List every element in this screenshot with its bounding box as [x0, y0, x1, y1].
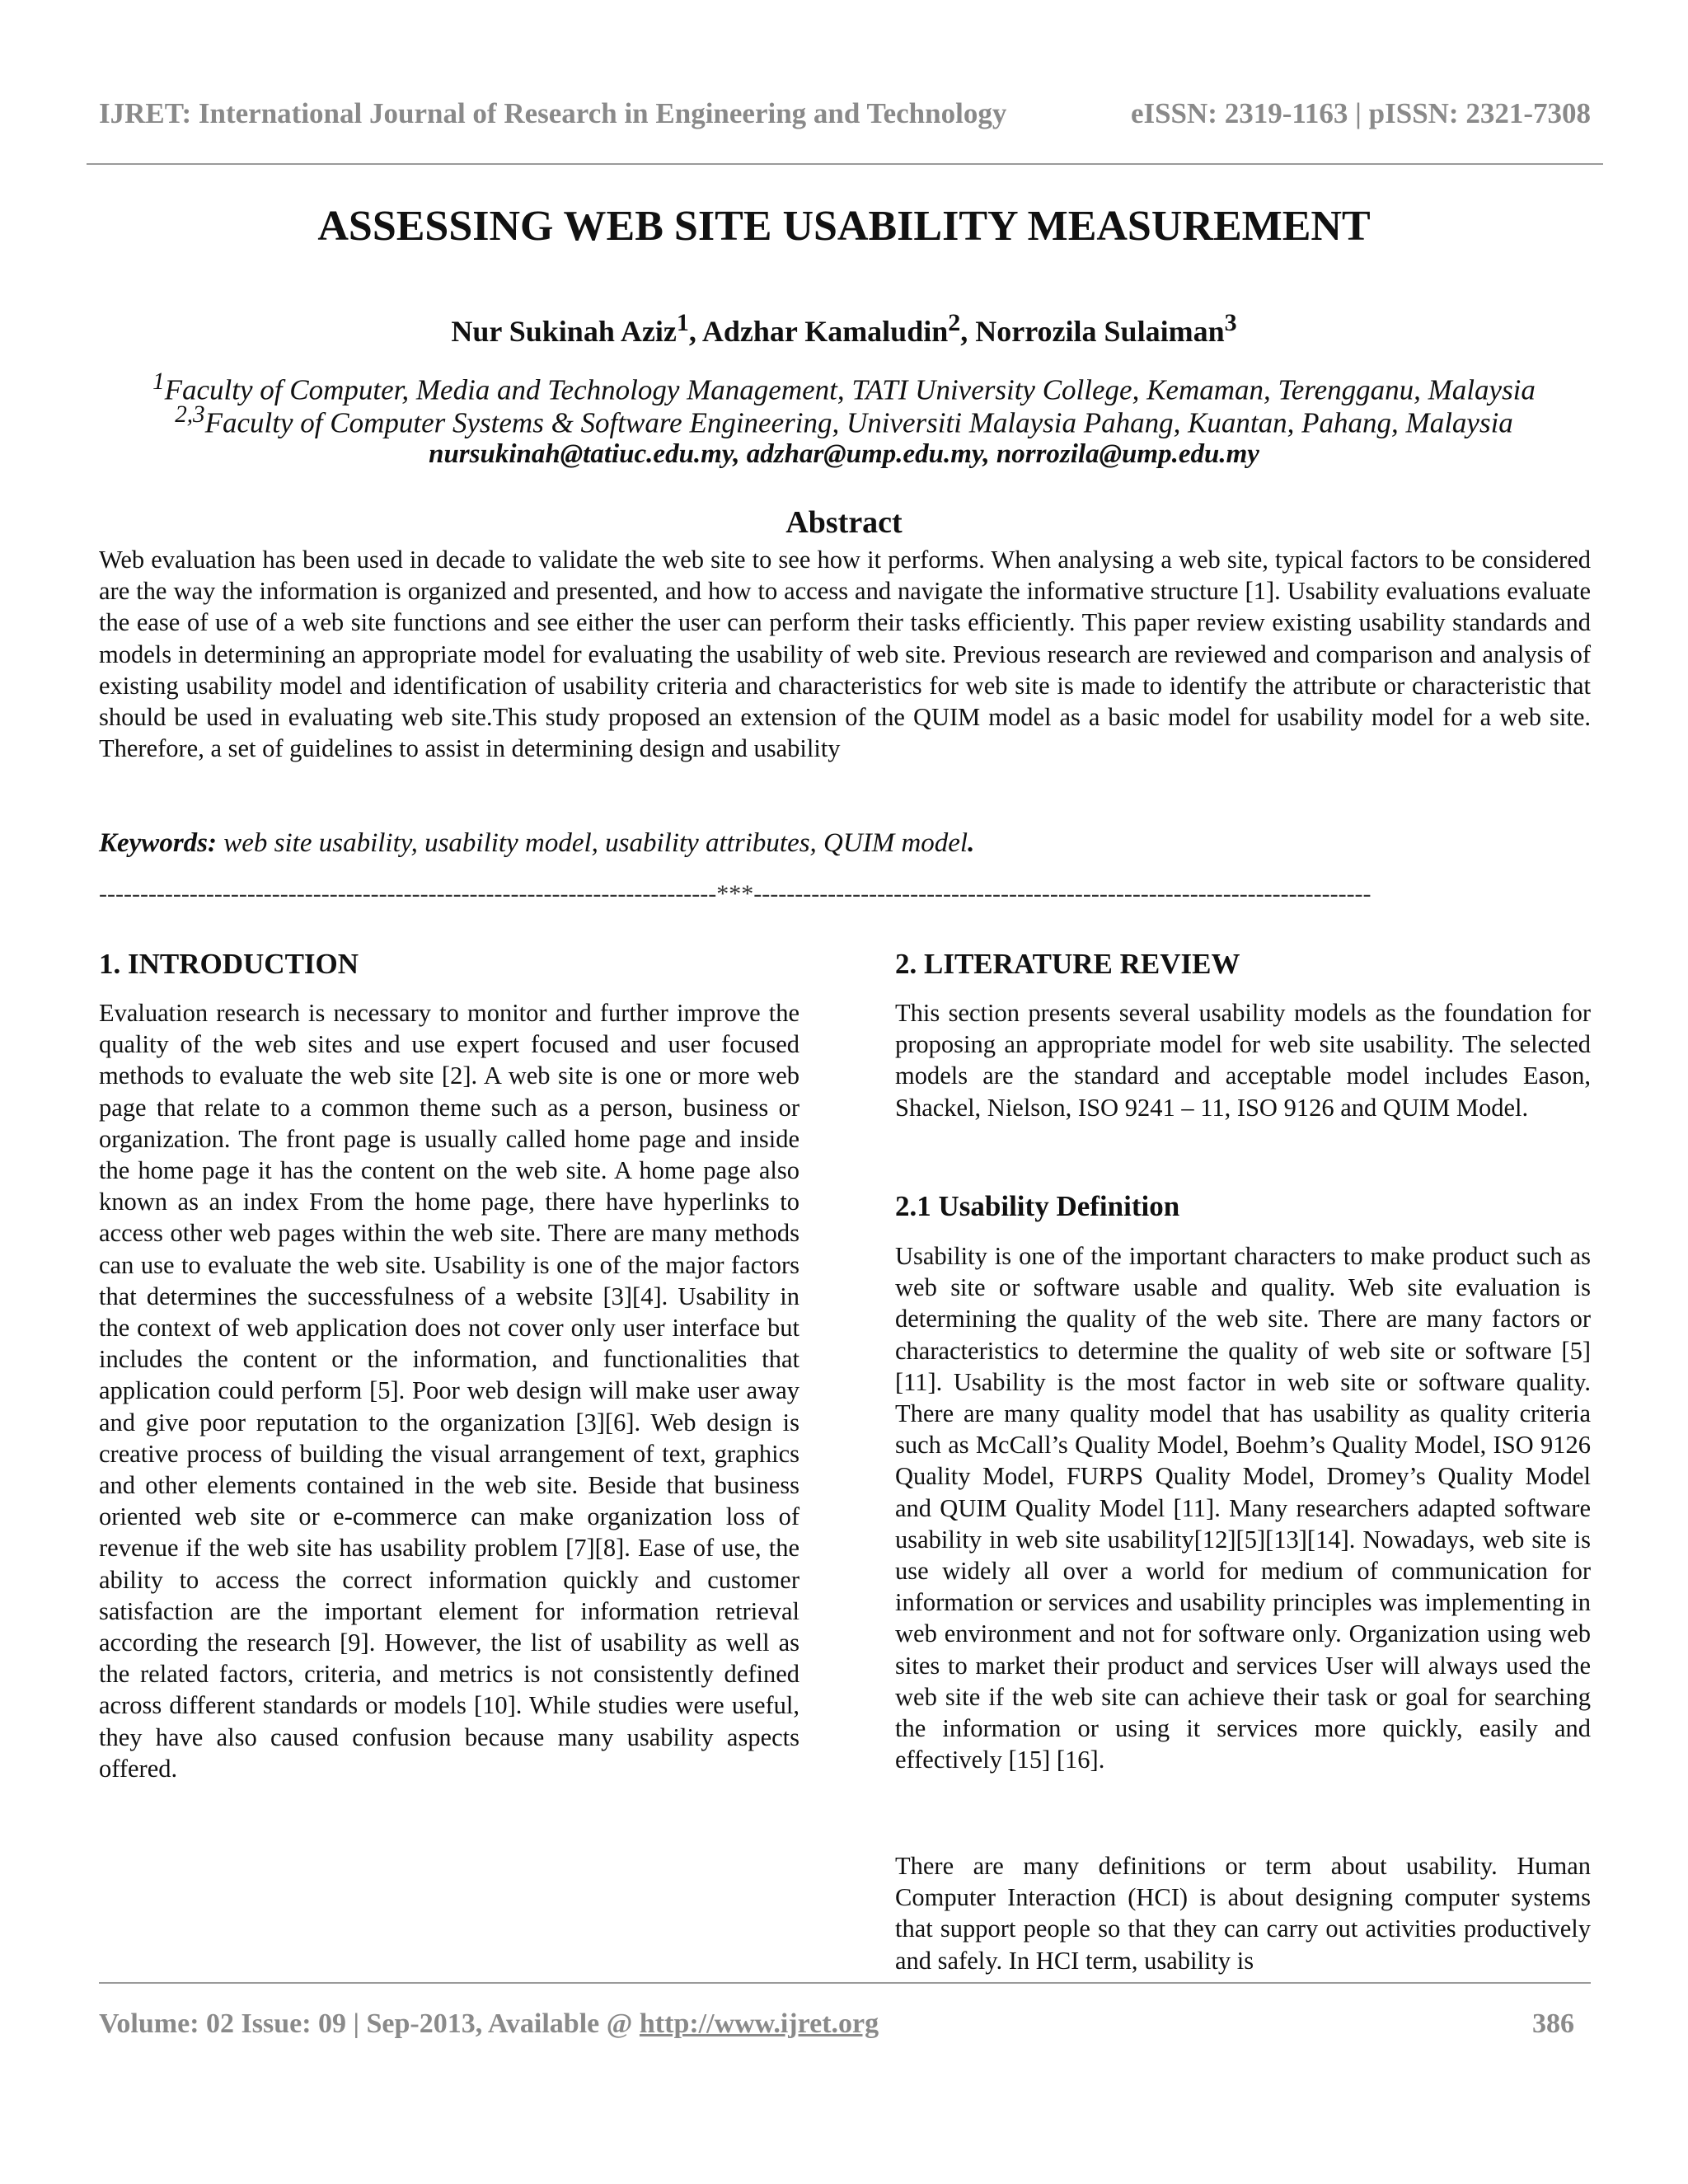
- author-name: Adzhar Kamaludin: [701, 315, 949, 348]
- header-rule: [87, 163, 1603, 165]
- affiliation-2: [0, 401, 1688, 440]
- section-heading-usability-definition: 2.1 Usability Definition: [895, 1190, 1180, 1222]
- author-name: Norrozila Sulaiman: [975, 315, 1225, 348]
- section-separator: ---------------------------------------------------------------------------***---------------------------------------------------------------------------: [99, 880, 1372, 907]
- author-name: Nur Sukinah Aziz: [451, 315, 677, 348]
- footer-rule: [99, 1982, 1591, 1984]
- keywords: [99, 828, 1591, 859]
- abstract-heading: Abstract: [785, 505, 903, 540]
- running-header: [99, 97, 1591, 130]
- paper-title: ASSESSING WEB SITE USABILITY MEASUREMENT: [317, 203, 1371, 250]
- footer-volume: [99, 2008, 879, 2040]
- keywords-label: Keywords:: [99, 828, 217, 858]
- author-sup: 3: [1224, 309, 1237, 336]
- running-footer: [99, 2008, 1574, 2040]
- affiliation-sup: 1: [152, 368, 165, 395]
- footer-volume-text: Volume: 02 Issue: 09 | Sep-2013, Available @: [99, 2008, 640, 2039]
- section-heading-introduction: 1. INTRODUCTION: [99, 948, 359, 980]
- usability-definition-paragraph-1: Usability is one of the important characters to make product such as web site or software usable and quality. Web site evaluation is determining the quality of the web site. There are many factors or characteristics to determine the quality of web site or software [5] [11]. Usability is the most factor in web site or software quality. There are many quality model that has usability as quality criteria such as McCall’s Quality Model, Boehm’s Quality Model, ISO 9126 Quality Model, FURPS Quality Model, Dromey’s Quality Model and QUIM Quality Model [11]. Many researchers adapted software usability in web site usability[12][5][13][14]. Nowadays, web site is use widely all over a world for medium of communication for information or services and usability principles was implementing in web environment and not for software only. Organization using web sites to market their product and services User will always used the web site if the web site can achieve their task or goal for searching the information or using it services more quickly, easily and effectively [15] [16].: [895, 1242, 1591, 1774]
- literature-review-text: This section presents several usability models as the foundation for proposing an appropriate model for web site usability. The selected models are the standard and acceptable model includes Eason, Shackel, Nielson, ISO 9241 – 11, ISO 9126 and QUIM Model.: [895, 999, 1591, 1122]
- introduction-text: Evaluation research is necessary to monitor and further improve the quality of the web sites and use expert focused and user focused methods to evaluate the web site [2]. A web site is one or more web page that relate to a common theme such as a person, business or organization. The front page is usually called home page and inside the home page it has the content on the web site. A home page also known as an index From the home page, there have hyperlinks to access other web pages within the web site. There are many methods can use to evaluate the web site. Usability is one of the major factors that determines the successfulness of a website [3][4]. Usability in the context of web application does not cover only user interface but includes the content or the information, and functionalities that application could perform [5]. Poor web design will make user away and give poor reputation to the organization [3][6]. Web design is creative process of building the visual arrangement of text, graphics and other elements contained in the web site. Beside that business oriented web site or e-commerce can make organization loss of revenue if the web site has usability problem [7][8]. Ease of use, the ability to access the correct information quickly and customer satisfaction are the important element for information retrieval according the research [9]. However, the list of usability as well as the related factors, criteria, and metrics is not consistently defined across different standards or models [10]. While studies were useful, they have also caused confusion because many usability aspects offered.: [99, 999, 799, 1783]
- affiliation-text: Faculty of Computer Systems & Software Engineering, Universiti Malaysia Pahang, Kuantan, Pahang, Malaysia: [204, 406, 1513, 439]
- author-sup: 2: [948, 309, 961, 336]
- journal-link[interactable]: http://www.ijret.org: [639, 2008, 879, 2039]
- affiliation-text: Faculty of Computer, Media and Technology Management, TATI University College, Kemaman, Terengganu, Malaysia: [164, 373, 1536, 406]
- author-list: Nur Sukinah Aziz$^1$, Adzhar Kamaludin$^2$, Norrozila Sulaiman$^3$: [451, 309, 1237, 348]
- author-sup: 1: [676, 309, 689, 336]
- keywords-text: web site usability, usability model, usability attributes, QUIM model: [223, 828, 968, 858]
- author-emails: nursukinah@tatiuc.edu.my, adzhar@ump.edu.my, norrozila@ump.edu.my: [429, 439, 1259, 469]
- issn-numbers: eISSN: 2319-1163 | pISSN: 2321-7308: [1130, 97, 1591, 129]
- keywords-end: .: [968, 828, 975, 858]
- affiliation-sup: 2,3: [175, 401, 205, 428]
- section-heading-literature-review: 2. LITERATURE REVIEW: [895, 948, 1240, 980]
- abstract-text: Web evaluation has been used in decade to validate the web site to see how it performs. When analysing a web site, typical factors to be considered are the way the information is organized and presented, and how to access and navigate the informative structure [1]. Usability evaluations evaluate the ease of use of a web site functions and see either the user can perform their tasks efficiently. This paper review existing usability standards and models in determining an appropriate model for evaluating the usability of web site. Previous research are reviewed and comparison and analysis of existing usability model and identification of usability criteria and characteristics for web site is made to identify the attribute or characteristic that should be used in evaluating web site.This study proposed an extension of the QUIM model as a basic model for usability model for a web site. Therefore, a set of guidelines to assist in determining design and usability: [99, 546, 1591, 763]
- usability-definition-paragraph-2: There are many definitions or term about usability. Human Computer Interaction (HCI) is about designing computer systems that support people so that they can carry out activities productively and safely. In HCI term, usability is: [895, 1852, 1591, 1975]
- journal-name: IJRET: International Journal of Research in Engineering and Technology: [99, 97, 1007, 129]
- page-number: 386: [1532, 2008, 1574, 2039]
